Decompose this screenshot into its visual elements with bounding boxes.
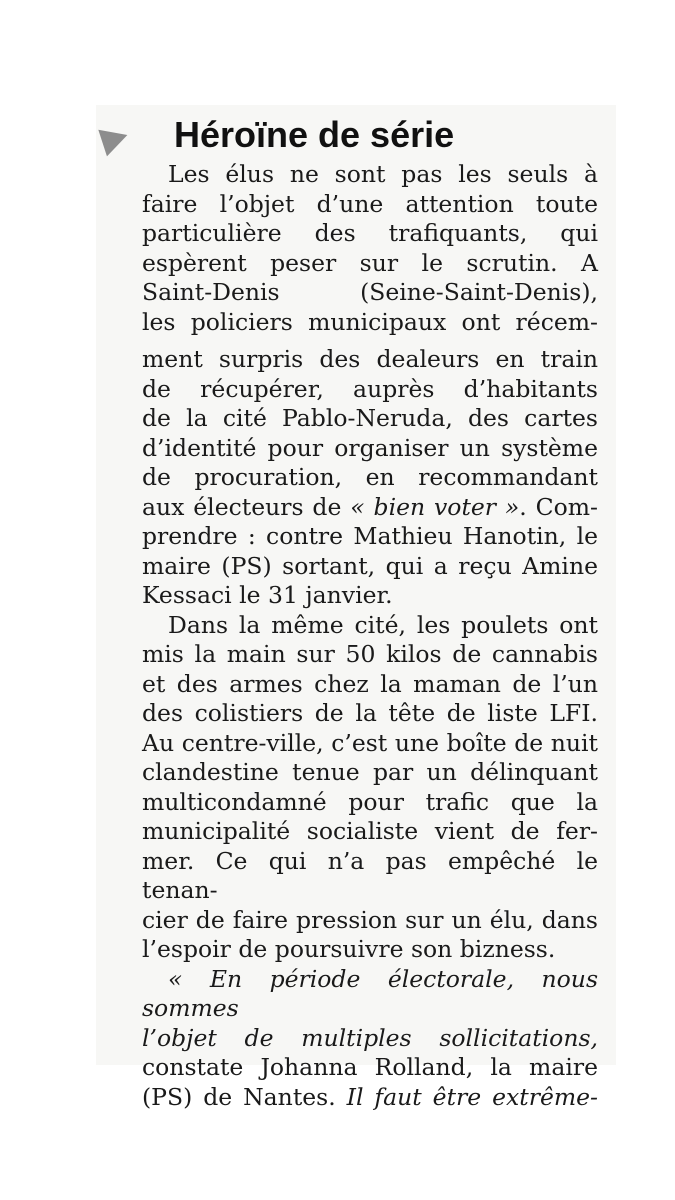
text-line: maire (PS) sortant, qui a reçu Amine [142,551,598,580]
newspaper-clipping [96,105,616,1111]
text-segment: aux électeurs de [142,492,342,521]
text-line: des colistiers de la tête de liste LFI. [142,699,598,727]
text-line: faire l’objet d’une attention toute [142,189,598,218]
text-line: d’identité pour organiser un système [142,433,598,462]
text-line: particulière des trafiquants, qui [142,219,598,247]
quote-segment: « En période électorale, nous sommes [142,964,598,1022]
article-column-top [142,160,598,337]
text-line: espèrent peser sur le scrutin. A [142,248,598,277]
text-line: Kessaci le 31 janvier. [142,581,393,609]
text-line: mis la main sur 50 kilos de cannabis [142,640,598,668]
text-line [142,1024,598,1054]
arrow-icon [98,122,131,157]
quote-segment: l’objet de multiples sollicitations, [142,1023,598,1052]
text-line: prendre : contre Mathieu Hanotin, le [142,522,598,550]
text-line: de la cité Pablo-Neruda, des cartes [142,404,598,432]
text-line: et des armes chez la maman de l’un [142,669,598,698]
text-line: de procuration, en recommandant [142,463,598,491]
article-column-bottom [142,345,598,1112]
text-line: municipalité socialiste vient de fer- [142,817,598,845]
text-line [142,1083,598,1113]
text-line: l’espoir de poursuivre son bizness. [142,935,556,963]
text-segment: . Com- [519,492,599,521]
text-line: Au centre-ville, c’est une boîte de nuit [142,728,598,757]
text-line: clandestine tenue par un délinquant [142,758,598,786]
text-line: Dans la même cité, les poulets ont [168,610,598,639]
text-line: les policiers municipaux ont récem- [142,307,598,336]
text-line: multicondamné pour trafic que la [142,787,598,816]
quote-segment: « bien voter » [350,492,520,521]
text-line: cier de faire pression sur un élu, dans [142,905,598,934]
text-line: de récupérer, auprès d’habitants [142,374,598,403]
text-line [142,493,598,523]
text-line: ment surpris des dealeurs en train [142,345,598,373]
text-line: Saint-Denis (Seine-Saint-Denis), [142,278,598,306]
text-line: Les élus ne sont pas les seuls à [168,160,598,188]
text-segment: (PS) de Nantes. [142,1082,336,1111]
quote-segment: Il faut être extrême- [346,1082,598,1111]
text-line: constate Johanna Rolland, la maire [142,1053,598,1081]
article-headline: Héroïne de série [174,114,455,155]
text-line [142,965,598,1024]
text-line: mer. Ce qui n’a pas empêché le tenan- [142,846,598,904]
